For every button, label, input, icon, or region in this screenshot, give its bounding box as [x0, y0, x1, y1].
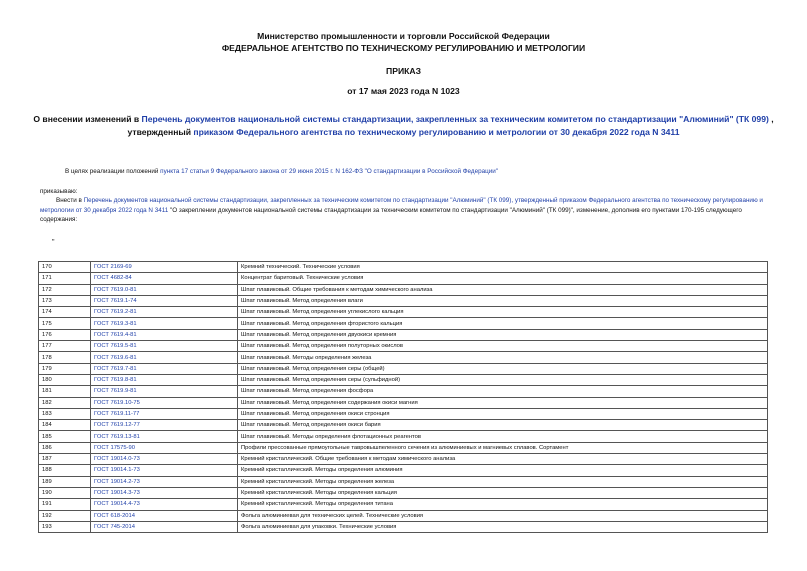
- row-number: 174: [39, 307, 91, 318]
- standard-link[interactable]: ГОСТ 7619.0-81: [91, 284, 238, 295]
- standard-title: Шпат плавиковый. Метод определения окиси стронция: [238, 408, 768, 419]
- standard-link[interactable]: ГОСТ 7619.7-81: [91, 363, 238, 374]
- agency-name: ФЕДЕРАЛЬНОЕ АГЕНТСТВО ПО ТЕХНИЧЕСКОМУ РЕГУЛИРОВАНИЮ И МЕТРОЛОГИИ: [221, 43, 586, 53]
- row-number: 176: [39, 329, 91, 340]
- subject-text: О внесении изменений в: [33, 114, 142, 124]
- row-number: 185: [39, 431, 91, 442]
- standard-title: Кремний кристаллический. Методы определения кальция: [238, 487, 768, 498]
- instruction-paragraph: [40, 196, 768, 225]
- row-number: 180: [39, 374, 91, 385]
- standard-link[interactable]: ГОСТ 7619.10-75: [91, 397, 238, 408]
- list-document-link[interactable]: Перечень документов национальной системы стандартизации, закрепленных за техническим комитетом по стандартизации "Алюминий" (ТК 099), утвержденный приказом Федерального агентства по техническому регулированию и метрологии от 30 декабря 2022 года N 3411: [40, 197, 763, 214]
- row-number: 182: [39, 397, 91, 408]
- row-number: 179: [39, 363, 91, 374]
- row-number: 178: [39, 352, 91, 363]
- standard-link[interactable]: ГОСТ 7619.5-81: [91, 341, 238, 352]
- standard-title: Концентрат баритовый. Технические условия: [238, 273, 768, 284]
- table-row: [39, 307, 768, 318]
- standard-link[interactable]: ГОСТ 618-2014: [91, 510, 238, 521]
- standard-link[interactable]: ГОСТ 7619.6-81: [91, 352, 238, 363]
- standard-title: Кремний кристаллический. Методы определения железа: [238, 476, 768, 487]
- row-number: 170: [39, 262, 91, 273]
- table-row: [39, 521, 768, 532]
- standard-title: Шпат плавиковый. Методы определения железа: [238, 352, 768, 363]
- table-row: [39, 284, 768, 295]
- standard-link[interactable]: ГОСТ 7619.1-74: [91, 295, 238, 306]
- standard-title: Шпат плавиковый. Метод определения фтористого кальция: [238, 318, 768, 329]
- table-row: [39, 386, 768, 397]
- table-row: [39, 499, 768, 510]
- standard-title: Шпат плавиковый. Метод определения полуторных окислов: [238, 341, 768, 352]
- row-number: 193: [39, 521, 91, 532]
- row-number: 181: [39, 386, 91, 397]
- instruction-text: Внести в: [56, 197, 84, 204]
- row-number: 187: [39, 454, 91, 465]
- table-row: [39, 329, 768, 340]
- standard-title: Профили прессованные прямоугольные тавровышпеленного сечения из алюминиевых и магниевых сплавов. Сортамент: [238, 442, 768, 453]
- order-title: ПРИКАЗ: [386, 66, 421, 76]
- standard-title: Фольга алюминиевая для упаковки. Технические условия: [238, 521, 768, 532]
- table-row: [39, 374, 768, 385]
- table-row: [39, 318, 768, 329]
- ministry-name: Министерство промышленности и торговли Российской Федерации: [257, 31, 550, 41]
- row-number: 189: [39, 476, 91, 487]
- row-number: 172: [39, 284, 91, 295]
- standard-link[interactable]: ГОСТ 19014.1-73: [91, 465, 238, 476]
- standard-title: Кремний кристаллический. Методы определения алюминия: [238, 465, 768, 476]
- table-row: [39, 454, 768, 465]
- row-number: 173: [39, 295, 91, 306]
- standard-title: Шпат плавиковый. Метод определения серы (сульфидной): [238, 374, 768, 385]
- standard-link[interactable]: ГОСТ 7619.13-81: [91, 431, 238, 442]
- standard-link[interactable]: ГОСТ 745-2014: [91, 521, 238, 532]
- standard-link[interactable]: ГОСТ 7619.3-81: [91, 318, 238, 329]
- row-number: 188: [39, 465, 91, 476]
- row-number: 186: [39, 442, 91, 453]
- table-row: [39, 431, 768, 442]
- table-row: [39, 262, 768, 273]
- standard-link[interactable]: ГОСТ 7619.12-77: [91, 420, 238, 431]
- table-row: [39, 363, 768, 374]
- standard-link[interactable]: ГОСТ 19014.2-73: [91, 476, 238, 487]
- standard-link[interactable]: ГОСТ 2169-69: [91, 262, 238, 273]
- preamble-text: В целях реализации положений: [65, 168, 161, 175]
- row-number: 191: [39, 499, 91, 510]
- standard-title: Шпат плавиковый. Метод определения серы (общей): [238, 363, 768, 374]
- standard-link[interactable]: ГОСТ 17575-90: [91, 442, 238, 453]
- standard-title: Шпат плавиковый. Методы определения флотационных реагентов: [238, 431, 768, 442]
- standard-link[interactable]: ГОСТ 7619.2-81: [91, 307, 238, 318]
- subject-text: , утвержденный: [127, 114, 774, 137]
- standard-title: Шпат плавиковый. Общие требования к методам химического анализа: [238, 284, 768, 295]
- quote-mark: ": [52, 239, 55, 246]
- table-row: [39, 442, 768, 453]
- standard-title: Шпат плавиковый. Метод определения влаги: [238, 295, 768, 306]
- standard-title: Шпат плавиковый. Метод определения окиси бария: [238, 420, 768, 431]
- standard-title: Шпат плавиковый. Метод определения фосфора: [238, 386, 768, 397]
- standard-link[interactable]: ГОСТ 19014.4-73: [91, 499, 238, 510]
- standard-link[interactable]: ГОСТ 19014.0-73: [91, 454, 238, 465]
- standard-title: Кремний кристаллический. Методы определения титана: [238, 499, 768, 510]
- standard-title: Шпат плавиковый. Метод определения двуокиси кремния: [238, 329, 768, 340]
- standard-link[interactable]: ГОСТ 7619.8-81: [91, 374, 238, 385]
- table-row: [39, 510, 768, 521]
- row-number: 190: [39, 487, 91, 498]
- table-row: [39, 465, 768, 476]
- standard-title: Шпат плавиковый. Метод определения углекислого кальция: [238, 307, 768, 318]
- table-row: [39, 273, 768, 284]
- row-number: 192: [39, 510, 91, 521]
- orders-word: приказываю:: [40, 188, 78, 195]
- order-subject: [28, 113, 779, 139]
- subject-order-link[interactable]: приказом Федерального агентства по техническому регулированию и метрологии от 30 декабря 2022 года N 3411: [193, 127, 680, 137]
- standard-link[interactable]: ГОСТ 4682-84: [91, 273, 238, 284]
- table-row: [39, 420, 768, 431]
- order-date: от 17 мая 2023 года N 1023: [347, 86, 460, 96]
- table-row: [39, 408, 768, 419]
- standard-title: Кремний технический. Технические условия: [238, 262, 768, 273]
- standard-title: Шпат плавиковый. Метод определения содержания окиси магния: [238, 397, 768, 408]
- table-row: [39, 476, 768, 487]
- standard-title: Фольга алюминиевая для технических целей. Технические условия: [238, 510, 768, 521]
- standard-title: Кремний кристаллический. Общие требования к методам химического анализа: [238, 454, 768, 465]
- standard-link[interactable]: ГОСТ 7619.4-81: [91, 329, 238, 340]
- table-row: [39, 397, 768, 408]
- standard-link[interactable]: ГОСТ 7619.11-77: [91, 408, 238, 419]
- table-row: [39, 352, 768, 363]
- preamble-paragraph: [65, 167, 785, 177]
- standards-table: [38, 261, 768, 533]
- row-number: 177: [39, 341, 91, 352]
- instruction-text: "О закреплении документов национальной системы стандартизации за техническим комитетом по стандартизации "Алюминий" (ТК 099)", изменение, дополнив его пунктами 170-195 следующего содержания:: [40, 206, 742, 223]
- row-number: 171: [39, 273, 91, 284]
- table-row: [39, 341, 768, 352]
- subject-list-link[interactable]: Перечень документов национальной системы стандартизации, закрепленных за техническим комитетом по стандартизации "Алюминий" (ТК 099): [141, 114, 769, 124]
- standard-link[interactable]: ГОСТ 7619.9-81: [91, 386, 238, 397]
- row-number: 175: [39, 318, 91, 329]
- standard-link[interactable]: ГОСТ 19014.3-73: [91, 487, 238, 498]
- table-row: [39, 487, 768, 498]
- federal-law-link[interactable]: пункта 17 статьи 9 Федерального закона от 29 июня 2015 г. N 162-ФЗ "О стандартизации в Российской Федерации": [160, 168, 498, 175]
- row-number: 184: [39, 420, 91, 431]
- row-number: 183: [39, 408, 91, 419]
- table-row: [39, 295, 768, 306]
